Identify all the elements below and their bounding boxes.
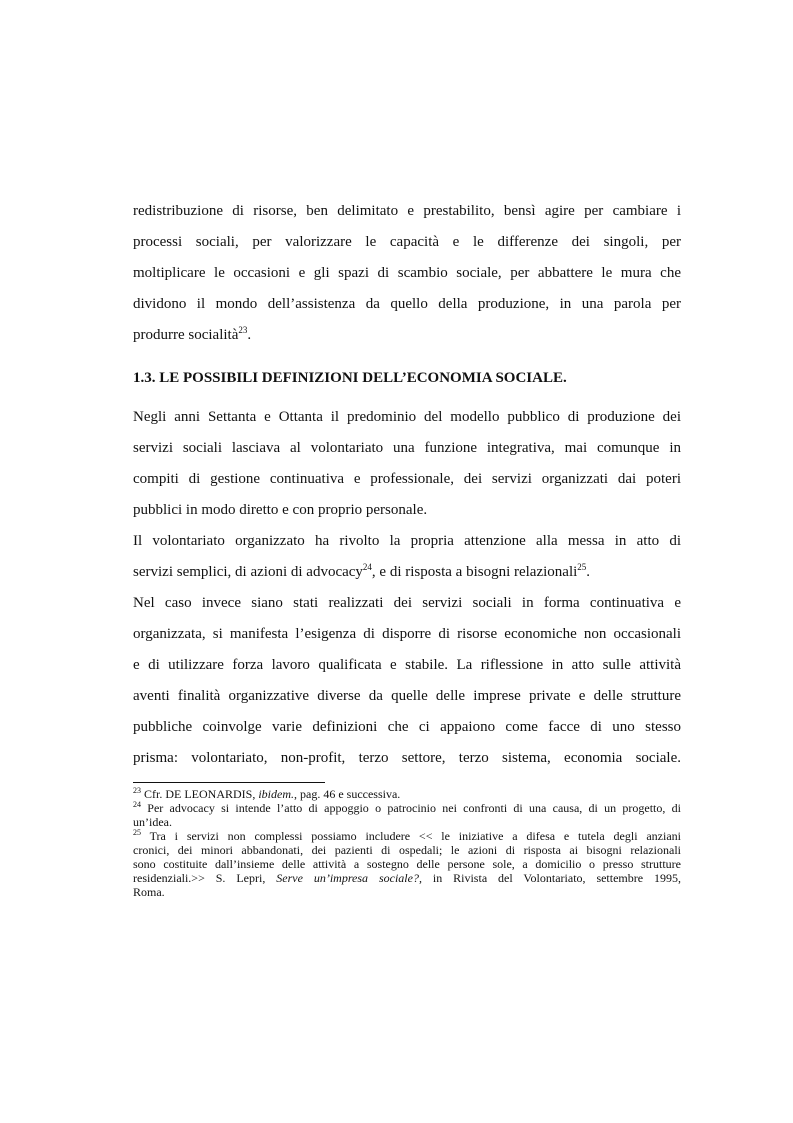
text-line — [133, 557, 681, 588]
footnote-line — [133, 787, 681, 801]
footnote-line: Roma. — [133, 885, 165, 899]
text-fragment: . — [586, 564, 591, 580]
text-line: redistribuzione di risorse, ben delimitato e prestabilito, bensì agire per cambiare i — [133, 203, 681, 219]
footnote-25 — [133, 829, 681, 899]
text-line: e di utilizzare forza lavoro qualificata e stabile. La riflessione in atto sulle attività — [133, 657, 681, 673]
text-line: dividono il mondo dell’assistenza da quello della produzione, in una parola per — [133, 296, 681, 312]
footnote-line: cronici, dei minori abbandonati, dei pazienti di ospedali; le azioni di risposta ai bisogni relazionali — [133, 843, 681, 857]
paragraph-intro — [133, 196, 681, 351]
footnote-line — [133, 871, 681, 885]
footnote-divider — [133, 782, 325, 783]
footnote-ref-23[interactable]: 23 — [238, 325, 248, 335]
text-fragment: . — [247, 327, 252, 343]
text-fragment: Tra i servizi non complessi possiamo includere << le iniziative a difesa e tutela degli anziani — [141, 829, 681, 843]
footnote-number: 24 — [133, 800, 141, 809]
paragraph-3 — [133, 588, 681, 774]
text-line: aventi finalità organizzative diverse da quelle delle imprese private e delle strutture — [133, 688, 681, 704]
footnote-line — [133, 829, 681, 843]
text-fragment: ibidem. — [258, 787, 294, 801]
text-fragment: Per advocacy si intende l’atto di appoggio o patrocinio nei confronti di una causa, di un progetto, di — [141, 801, 681, 815]
text-line: organizzata, si manifesta l’esigenza di disporre di risorse economiche non occasionali — [133, 626, 681, 642]
text-line — [133, 320, 681, 351]
text-line: Nel caso invece siano stati realizzati dei servizi sociali in forma continuativa e — [133, 595, 681, 611]
text-fragment: Cfr. DE LEONARDIS, — [141, 787, 259, 801]
footnote-line: sono costituite dall’insieme delle attività a sostegno delle persone sole, a domicilio o presso strutture — [133, 857, 681, 871]
paragraph-1 — [133, 402, 681, 526]
text-fragment: Serve un’impresa sociale?, — [276, 871, 422, 885]
text-fragment: in Rivista del Volontariato, settembre 1995, — [421, 871, 682, 885]
text-line: pubbliche coinvolge varie definizioni che ci appaiono come facce di uno stesso — [133, 719, 681, 735]
footnote-24 — [133, 801, 681, 829]
text-line: pubblici in modo diretto e con proprio personale. — [133, 502, 428, 518]
text-line: prisma: volontariato, non-profit, terzo settore, terzo sistema, economia sociale. — [133, 750, 681, 766]
footnote-ref-25[interactable]: 25 — [577, 562, 587, 572]
text-fragment: , e di risposta a bisogni relazionali — [371, 564, 578, 580]
text-line: Negli anni Settanta e Ottanta il predominio del modello pubblico di produzione dei — [133, 409, 681, 425]
section-heading: 1.3. LE POSSIBILI DEFINIZIONI DELL’ECONOMIA SOCIALE. — [133, 370, 567, 386]
text-fragment: residenziali.>> S. Lepri, — [133, 871, 277, 885]
text-fragment: produrre socialità — [133, 327, 239, 343]
text-fragment: , pag. 46 e successiva. — [294, 787, 401, 801]
text-line: servizi sociali lasciava al volontariato una funzione integrativa, mai comunque in — [133, 440, 681, 456]
text-line: processi sociali, per valorizzare le capacità e le differenze dei singoli, per — [133, 234, 681, 250]
footnote-line — [133, 801, 681, 815]
text-line: Il volontariato organizzato ha rivolto la propria attenzione alla messa in atto di — [133, 533, 681, 549]
paragraph-2 — [133, 526, 681, 588]
footnote-number: 25 — [133, 828, 141, 837]
footnote-23 — [133, 787, 681, 801]
page-body — [133, 196, 681, 899]
text-fragment: servizi semplici, di azioni di advocacy — [133, 564, 363, 580]
footnote-number: 23 — [133, 786, 141, 795]
text-line: compiti di gestione continuativa e professionale, dei servizi organizzati dai poteri — [133, 471, 681, 487]
footnote-ref-24[interactable]: 24 — [362, 562, 372, 572]
text-line: moltiplicare le occasioni e gli spazi di scambio sociale, per abbattere le mura che — [133, 265, 681, 281]
footnote-line: un’idea. — [133, 815, 172, 829]
